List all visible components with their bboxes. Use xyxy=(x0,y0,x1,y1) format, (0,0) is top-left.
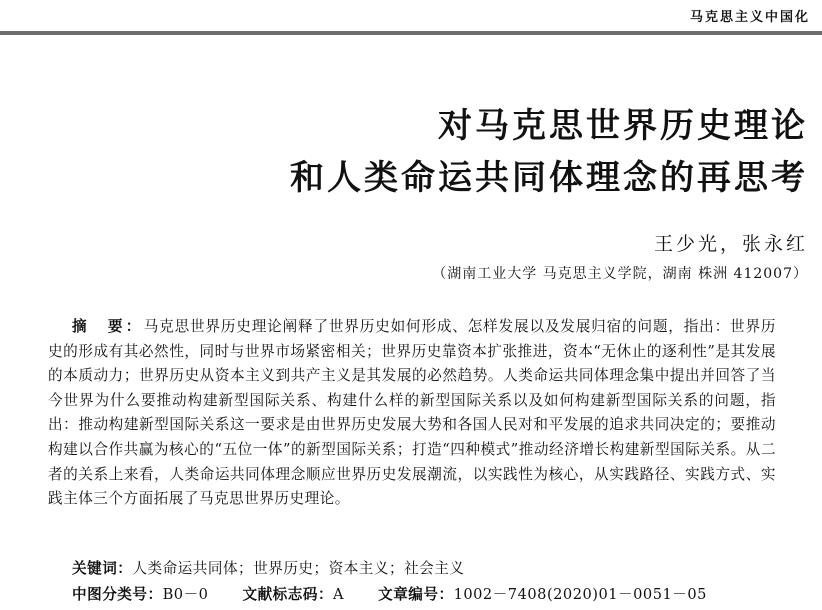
keywords xyxy=(72,557,464,578)
keywords-text: 人类命运共同体；世界历史；资本主义；社会主义 xyxy=(132,560,465,577)
article-metadata xyxy=(72,583,707,604)
article-no-value: 1002－7408(2020)01－0051－05 xyxy=(453,586,707,603)
abstract-text: 马克思世界历史理论阐释了世界历史如何形成、怎样发展以及发展归宿的问题，指出：世界历史的形成有其必然性，同时与世界市场紧密相关；世界历史靠资本扩张推进，资本“无休止的逐利性”是其发展的本质动力；世界历史从资本主义到共产主义是其发展的必然趋势。人类命运共同体理念集中提出并回答了当今世界为什么要推动构建新型国际关系、构建什么样的新型国际关系以及如何构建新型国际关系的问题，指出：推动构建新型国际关系这一要求是由世界历史发展大势和各国人民对和平发展的追求共同决定的；要推动构建以合作共赢为核心的“五位一体”的新型国际关系；打造“四种模式”推动经济增长构建新型国际关系。从二者的关系上来看，人类命运共同体理念顺应世界历史发展潮流，以实践性为核心，从实践路径、实践方式、实践主体三个方面拓展了马克思世界历史理论。 xyxy=(48,318,776,508)
doc-code-label: 文献标志码： xyxy=(242,586,334,603)
title-line-2: 和人类命运共同体理念的再思考 xyxy=(290,158,808,198)
clc-value: B0－0 xyxy=(162,586,209,603)
article-title xyxy=(290,100,808,204)
clc-label: 中图分类号： xyxy=(72,586,163,603)
affiliation: （湖南工业大学 马克思主义学院，湖南 株洲 412007） xyxy=(432,266,808,282)
doc-code-value: A xyxy=(333,586,345,603)
title-line-1: 对马克思世界历史理论 xyxy=(438,106,808,146)
abstract xyxy=(48,315,776,512)
abstract-label: 摘 要： xyxy=(72,318,144,335)
journal-running-head: 马克思主义中国化 xyxy=(689,10,810,25)
article-no-label: 文章编号： xyxy=(378,586,454,603)
authors: 王少光，张永红 xyxy=(653,233,808,255)
header-rule xyxy=(0,31,822,35)
keywords-label: 关键词： xyxy=(72,560,133,577)
